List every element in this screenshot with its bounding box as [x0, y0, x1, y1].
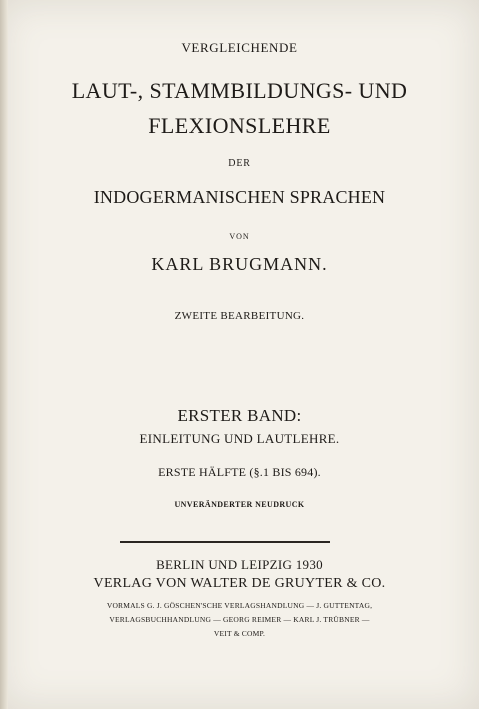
reprint-note: UNVERÄNDERTER NEUDRUCK — [174, 500, 305, 509]
subject-title: INDOGERMANISCHEN SPRACHEN — [93, 187, 386, 207]
volume-heading: ERSTER BAND: — [177, 406, 302, 425]
former-publishers-3: VEIT & COMP. — [213, 629, 266, 638]
former-publishers-1: VORMALS G. J. GÖSCHEN'SCHE VERLAGSHANDLUNG — J. GUTTENTAG, — [106, 601, 373, 610]
place-and-year: BERLIN UND LEIPZIG 1930 — [156, 557, 323, 572]
title-line-1: LAUT-, STAMMBILDUNGS- UND — [71, 78, 408, 103]
divider-rule — [120, 541, 330, 543]
edition-statement: ZWEITE BEARBEITUNG. — [174, 310, 305, 322]
volume-title: EINLEITUNG UND LAUTLEHRE. — [139, 431, 340, 446]
publisher-name: VERLAG VON WALTER DE GRUYTER & CO. — [93, 576, 386, 591]
former-publishers-2: VERLAGSBUCHHANDLUNG — GEORG REIMER — KARL J. TRÜBNER — — [109, 615, 370, 624]
title-line-2: FLEXIONSLEHRE — [148, 113, 331, 138]
by-word: VON — [229, 232, 250, 241]
part-statement: ERSTE HÄLFTE (§.1 BIS 694). — [158, 465, 321, 479]
author-name: KARL BRUGMANN. — [151, 254, 328, 274]
connector-word: DER — [228, 158, 251, 169]
heading-top: VERGLEICHENDE — [181, 40, 298, 55]
